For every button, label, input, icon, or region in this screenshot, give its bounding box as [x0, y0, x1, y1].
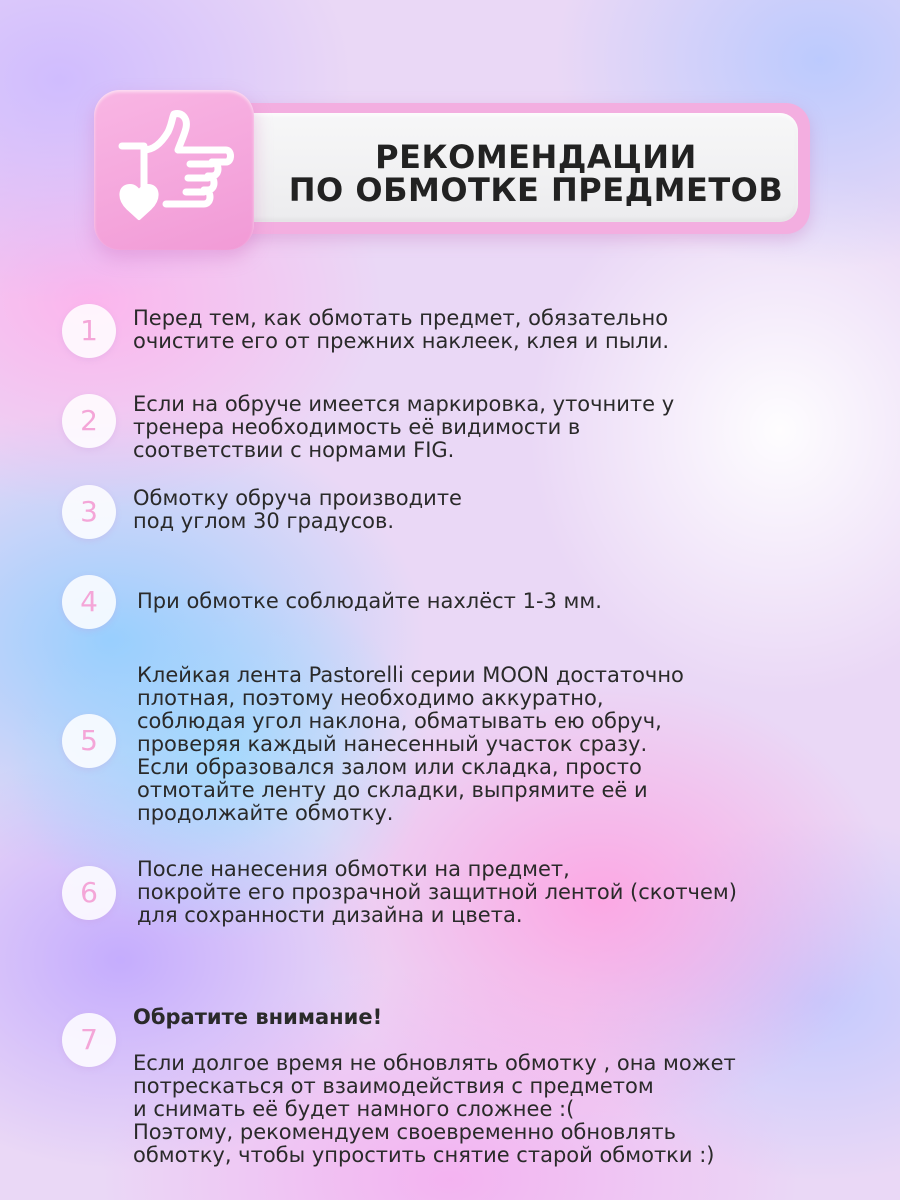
- title-line-2: ПО ОБМОТКЕ ПРЕДМЕТОВ: [288, 171, 784, 209]
- step-text: При обмотке соблюдайте нахлёст 1-3 мм.: [137, 589, 602, 613]
- step-number-badge: 5: [62, 714, 116, 768]
- step-number-badge: 2: [62, 394, 116, 448]
- step-text: Перед тем, как обмотать предмет, обязательно очистите его от прежних наклеек, клея и пыли.: [133, 306, 670, 353]
- step-number-badge: 7: [62, 1013, 116, 1067]
- step-text: Обмотку обруча производите под углом 30 градусов.: [133, 486, 462, 533]
- note-title: Обратите внимание!: [133, 1005, 383, 1029]
- step-number-badge: 3: [62, 485, 116, 539]
- header-banner: [210, 103, 810, 234]
- step-text: Если на обруче имеется маркировка, уточните у тренера необходимость её видимости в соответствии с нормами FIG.: [133, 392, 675, 462]
- step-text: После нанесения обмотки на предмет, покройте его прозрачной защитной лентой (скотчем) для сохранности дизайна и цвета.: [137, 857, 737, 927]
- step-number-badge: 6: [62, 866, 116, 920]
- step-number-badge: 1: [62, 304, 116, 358]
- title-line-1: РЕКОМЕНДАЦИИ: [375, 138, 697, 176]
- thumbs-up-heart-icon: [94, 90, 254, 250]
- page-title: [284, 138, 788, 209]
- step-text-block: [133, 983, 736, 1167]
- step-text: Клейкая лента Pastorelli серии MOON достаточно плотная, поэтому необходимо аккуратно, соблюдая угол наклона, обматывать ею обруч, проверяя каждый нанесенный участок сразу. Если образовался залом или складка, просто отмотайте ленту до складки, выпрямите её и продолжайте обмотку.: [137, 663, 684, 825]
- step-number-badge: 4: [62, 575, 116, 629]
- step-text: Если долгое время не обновлять обмотку , она может потрескаться от взаимодействия с предметом и снимать её будет намного сложнее :( Поэтому, рекомендуем своевременно обновлять обмотку, чтобы упростить снятие старой обмотки :): [133, 1051, 736, 1167]
- header-panel: [224, 113, 798, 222]
